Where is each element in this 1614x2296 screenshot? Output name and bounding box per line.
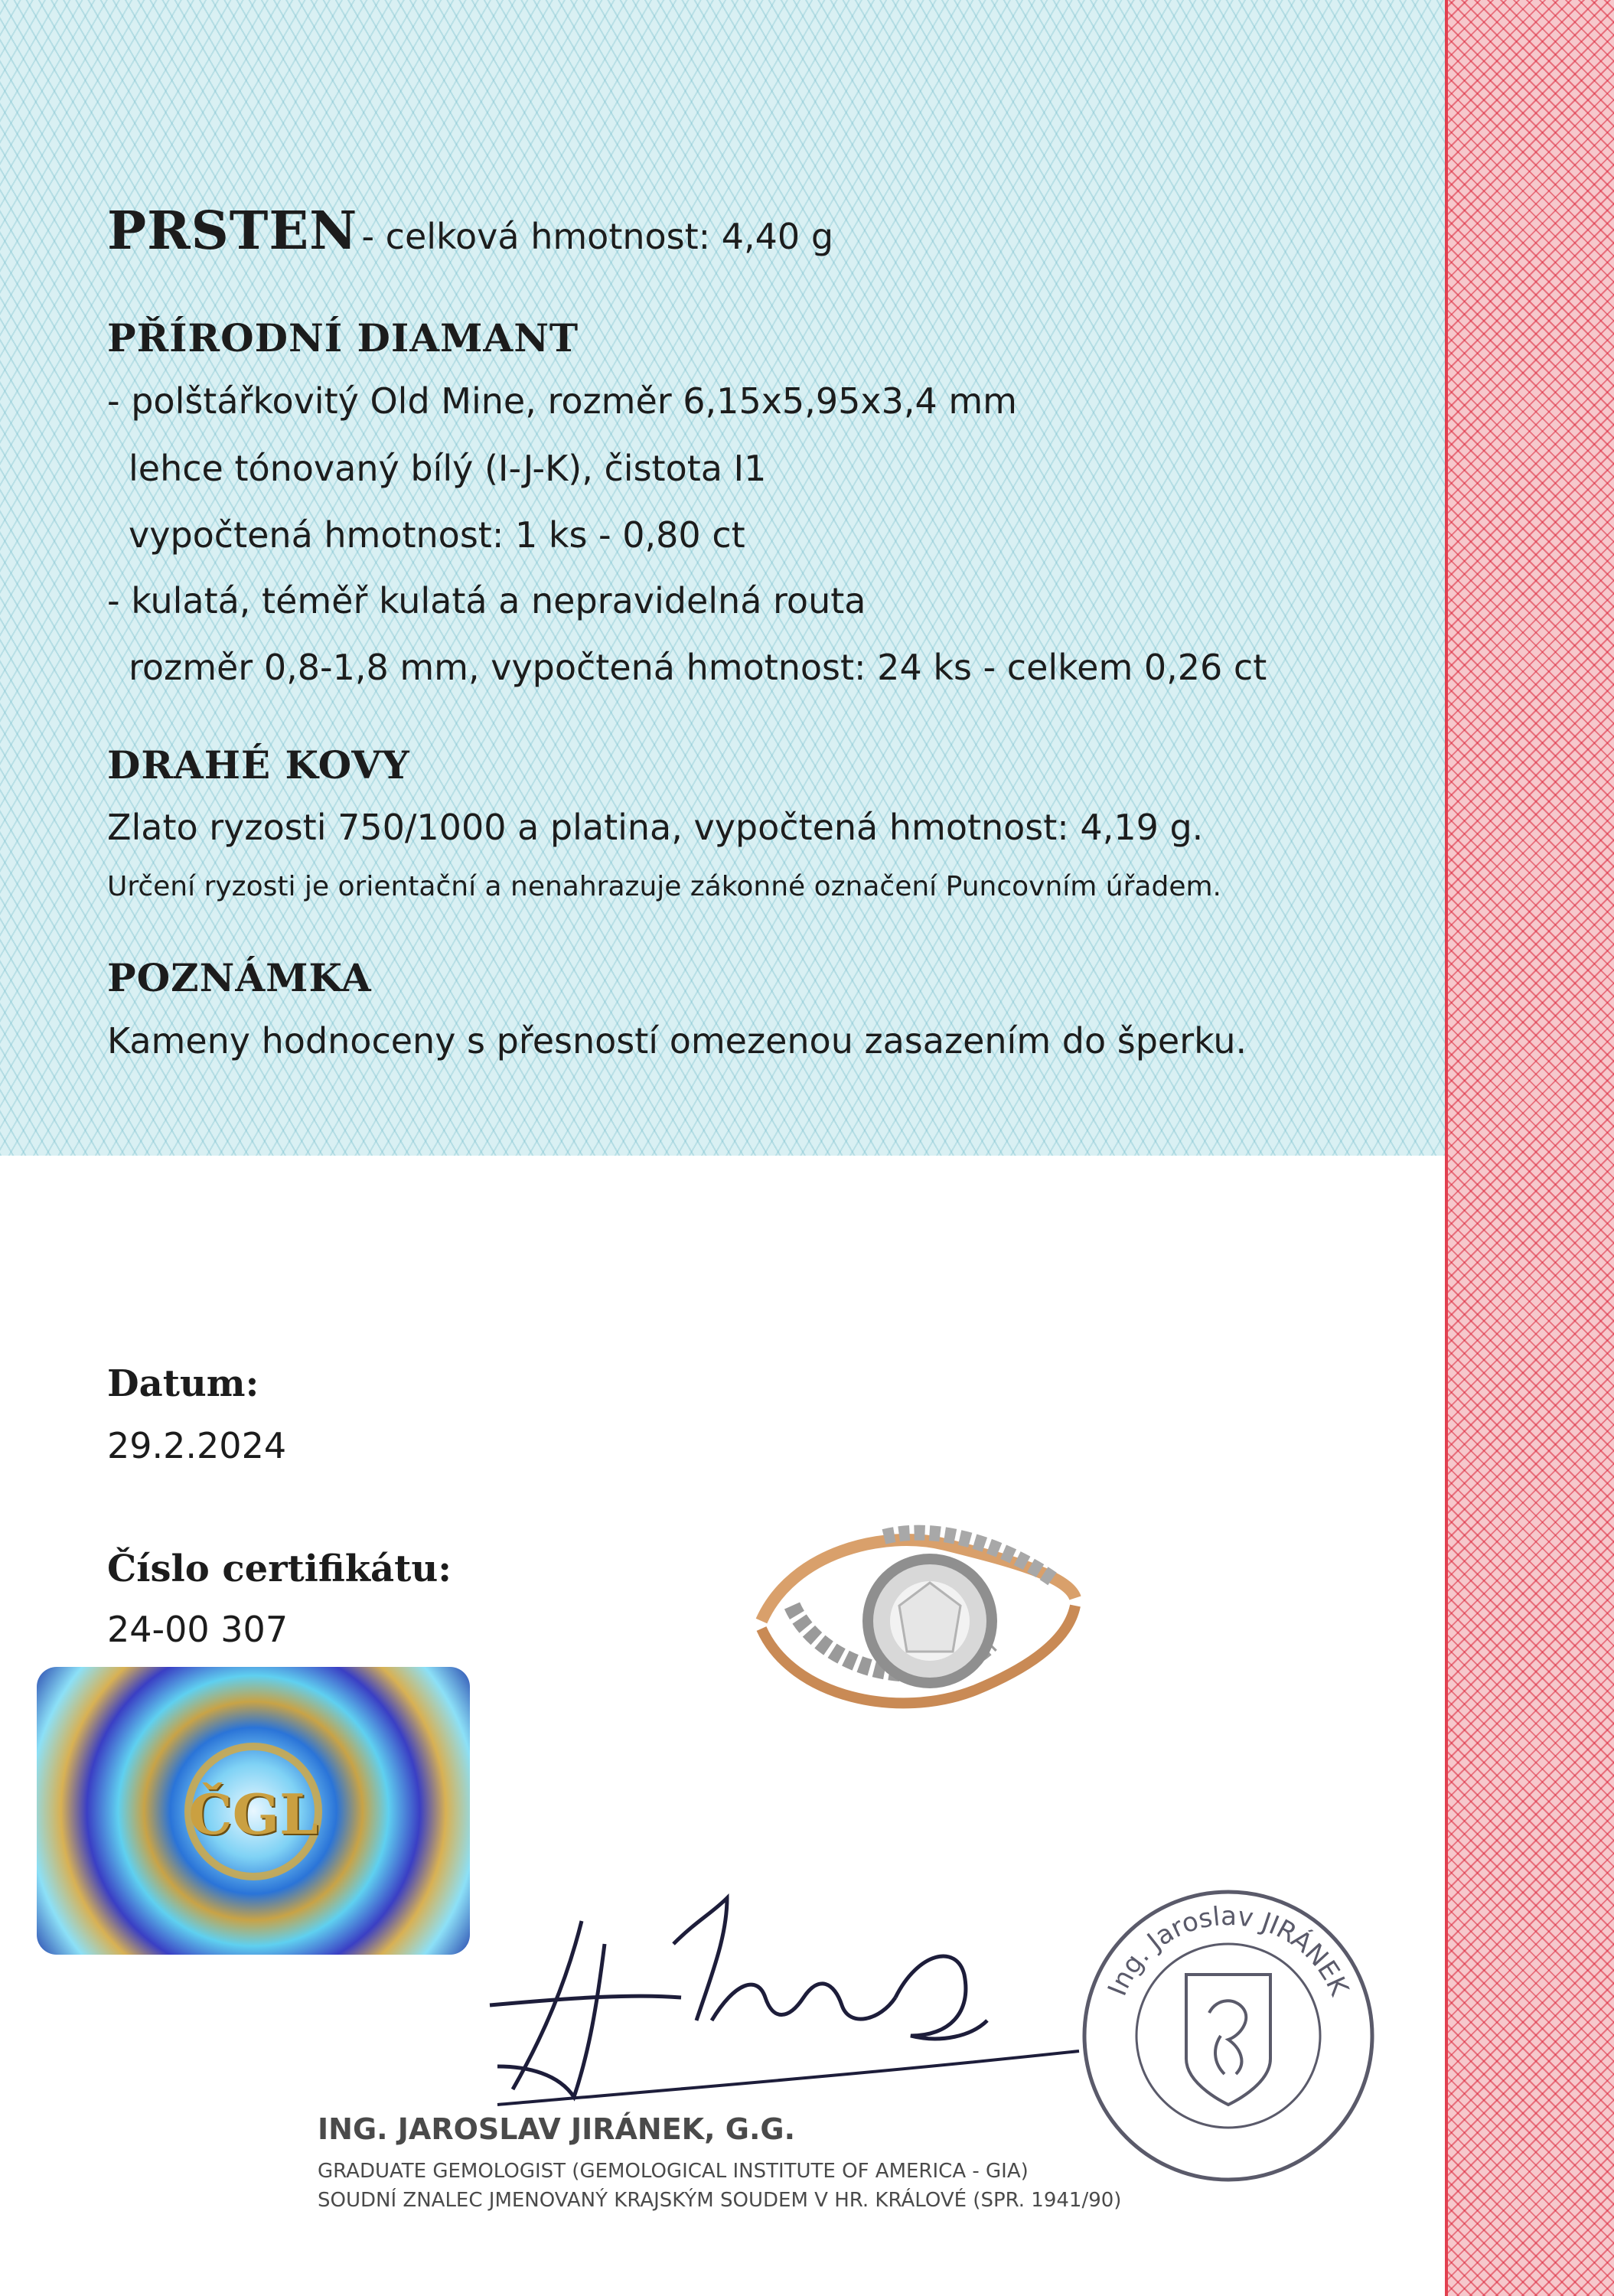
metals-line: Zlato ryzosti 750/1000 a platina, vypočtená hmotnost: 4,19 g. [107,807,1204,848]
metals-section-title: DRAHÉ KOVY [107,742,410,788]
ring-photo-icon [746,1506,1083,1736]
metals-note: Určení ryzosti je orientační a nenahrazuje zákonné označení Puncovním úřadem. [107,871,1221,902]
hologram-logo-text: ČGL [188,1782,318,1847]
guilloche-border-right [1445,0,1614,2296]
item-title: PRSTEN [107,201,358,262]
diamond-line: - kulatá, téměř kulatá a nepravidelná routa [107,580,866,621]
expert-seal-icon [1075,1883,1381,2189]
diamond-line: lehce tónovaný bílý (I-J-K), čistota I1 [129,448,767,489]
certificate-number-label: Číslo certifikátu: [107,1548,452,1590]
diamond-section-title: PŘÍRODNÍ DIAMANT [107,315,579,360]
gemologist-appointment: SOUDNÍ ZNALEC JMENOVANÝ KRAJSKÝM SOUDEM V HR. KRÁLOVÉ (SPR. 1941/90) [318,2189,1122,2212]
gemologist-name: ING. JAROSLAV JIRÁNEK, G.G. [318,2112,796,2146]
svg-text:Ing. Jaroslav JIRÁNEK [1102,1901,1355,2001]
item-heading [107,201,833,262]
date-value: 29.2.2024 [107,1425,287,1466]
remark-section-title: POZNÁMKA [107,955,372,1000]
remark-line: Kameny hodnoceny s přesností omezenou zasazením do šperku. [107,1020,1247,1062]
diamond-line: - polštářkovitý Old Mine, rozměr 6,15x5,95x3,4 mm [107,380,1017,422]
seal-text: Ing. Jaroslav JIRÁNEK [1102,1900,1355,2001]
diamond-line: rozměr 0,8-1,8 mm, vypočtená hmotnost: 24 ks - celkem 0,26 ct [129,647,1267,688]
gemologist-credential: GRADUATE GEMOLOGIST (GEMOLOGICAL INSTITUTE OF AMERICA - GIA) [318,2160,1029,2183]
item-weight: - celková hmotnost: 4,40 g [361,216,834,257]
cgl-hologram-logo-icon [37,1667,470,1955]
certificate-number-value: 24-00 307 [107,1609,289,1650]
handwritten-signature-icon [482,1890,1094,2112]
diamond-line: vypočtená hmotnost: 1 ks - 0,80 ct [129,514,745,556]
date-label: Datum: [107,1362,259,1405]
